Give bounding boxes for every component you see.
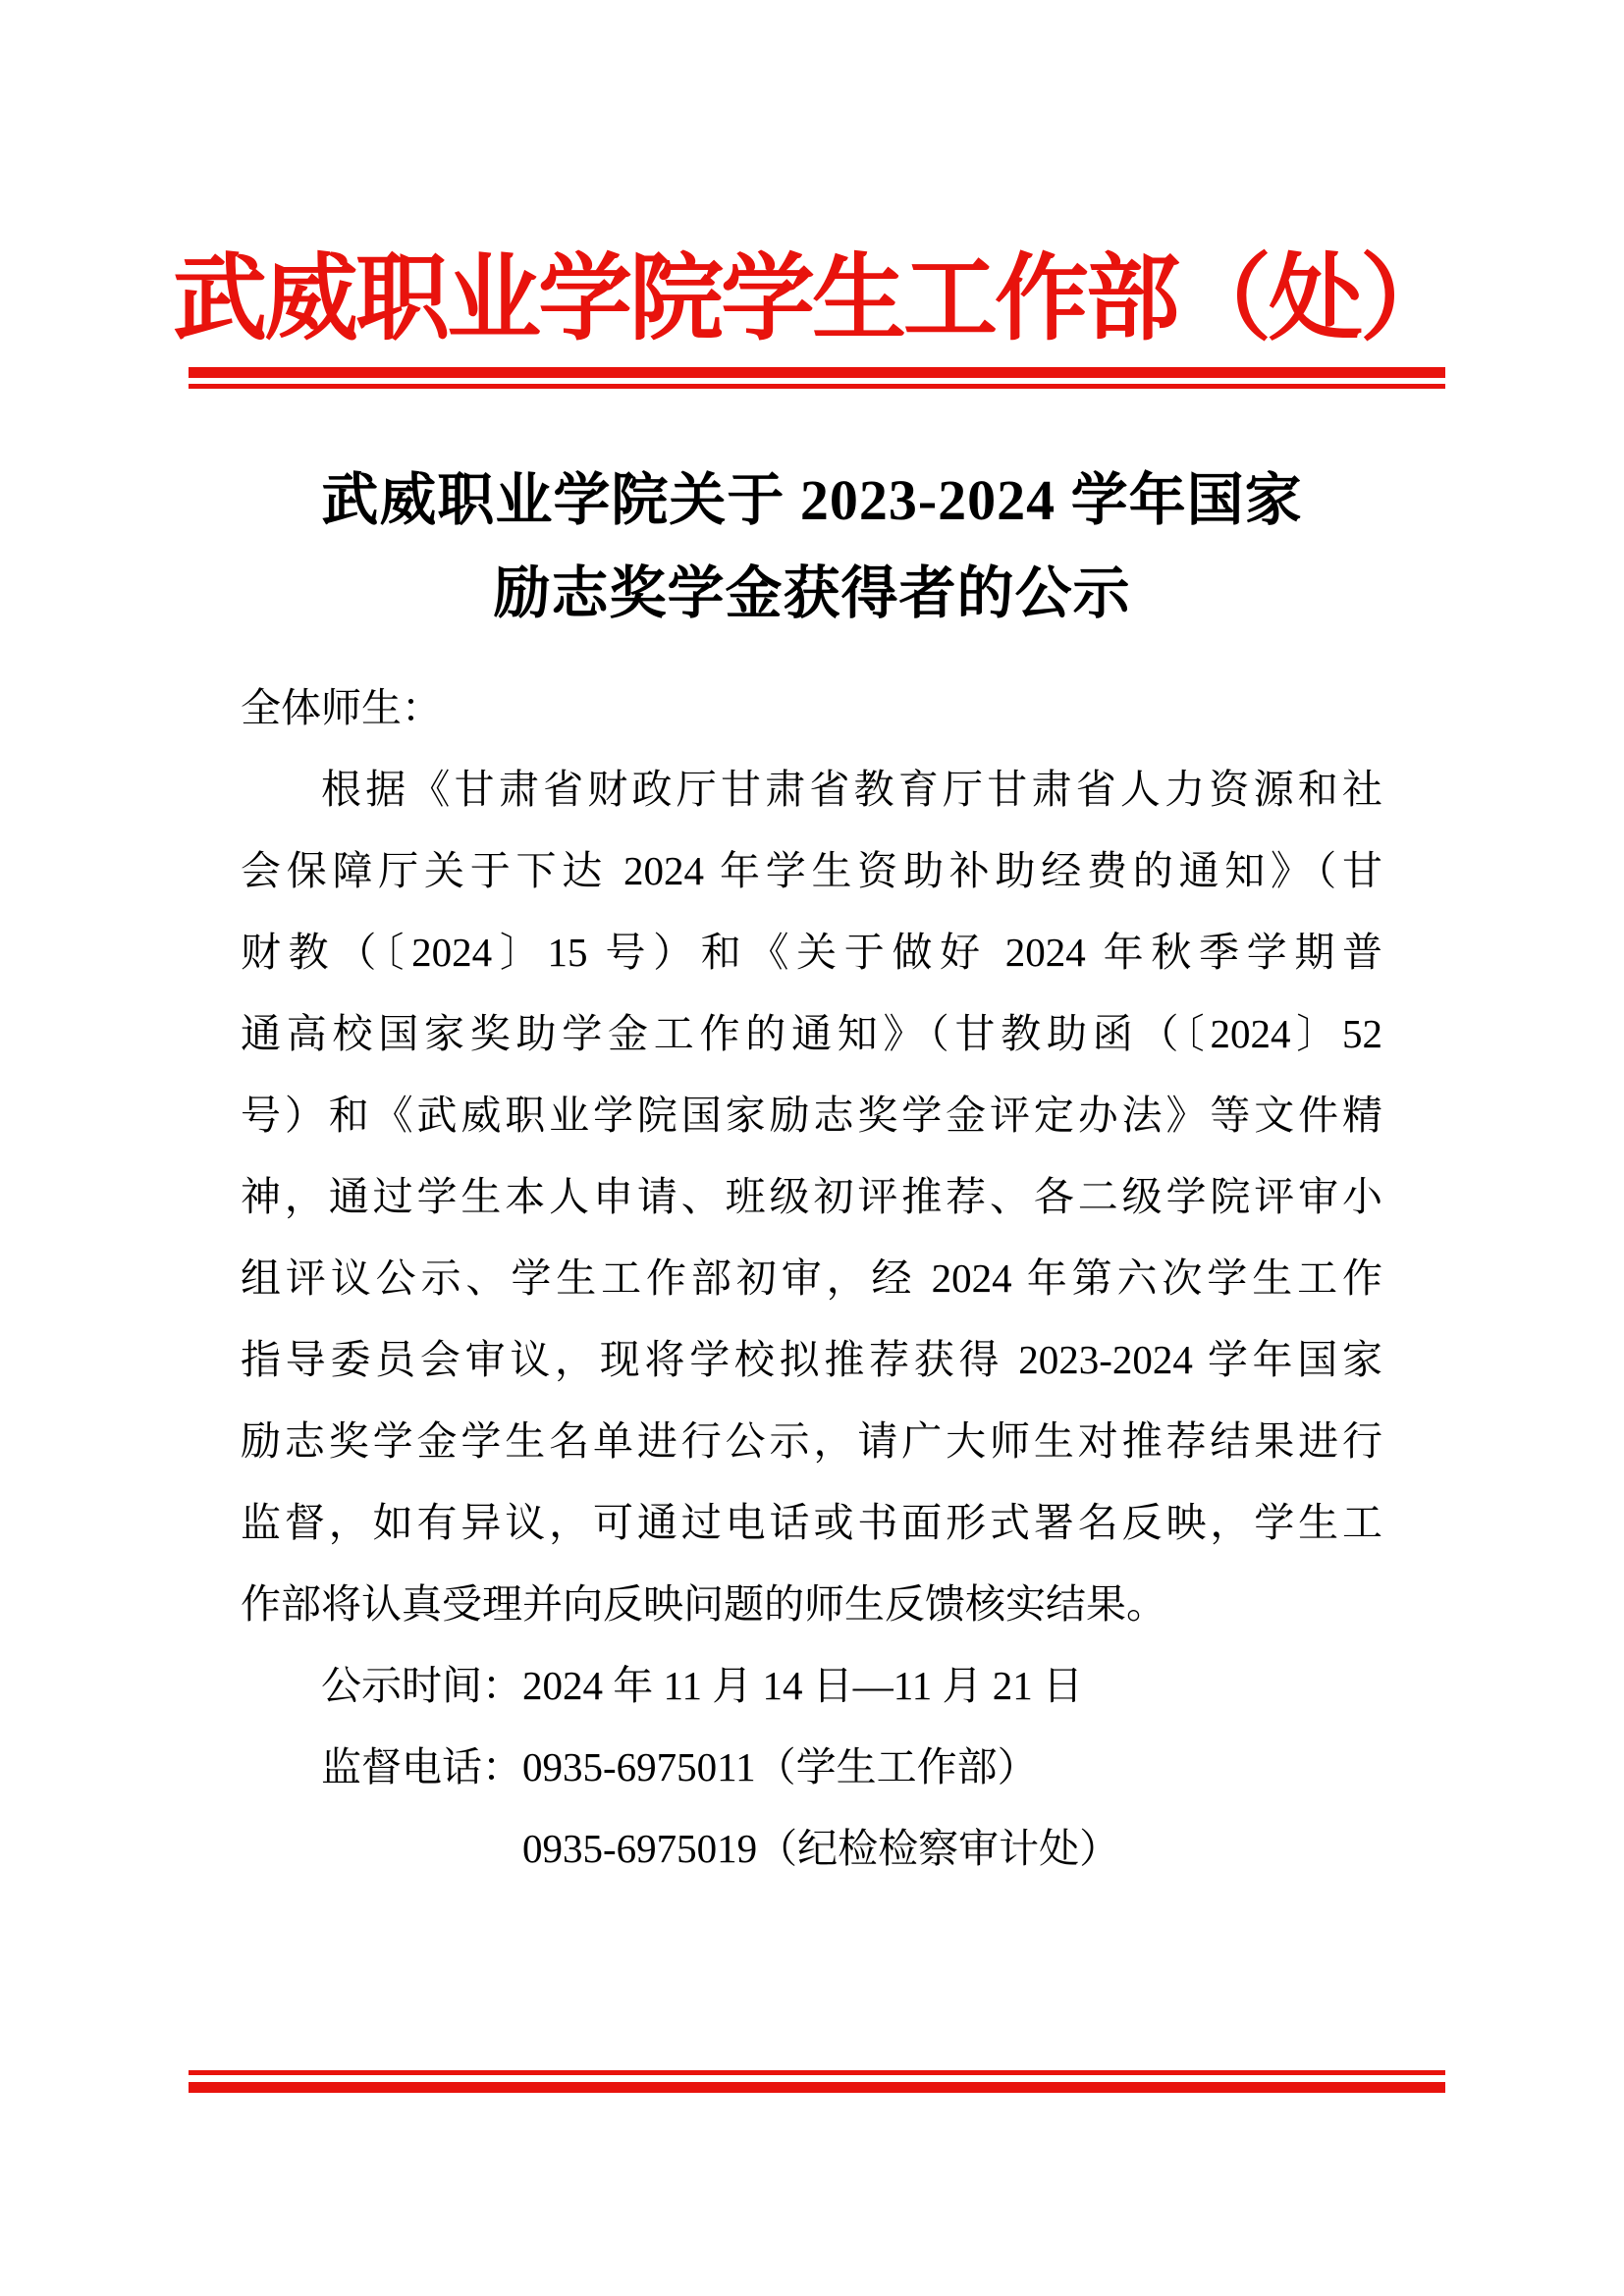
masthead-title: 武威职业学院学生工作部（处） xyxy=(173,246,1451,351)
document-title-line-1: 武威职业学院关于 2023-2024 学年国家 xyxy=(321,468,1303,532)
salutation: 全体师生： xyxy=(241,685,442,730)
supervision-phone-line-2: 0935-6975019（纪检检察审计处） xyxy=(522,1826,1120,1871)
body-line: 财教（〔2024〕15 号）和《关于做好 2024 年秋季学期普 xyxy=(241,930,1382,975)
bottom-separator-thick-line xyxy=(189,2082,1445,2093)
body-line: 组评议公示、学生工作部初审，经 2024 年第六次学生工作 xyxy=(241,1255,1382,1301)
supervision-phone-line-1: 监督电话：0935-6975011（学生工作部） xyxy=(321,1744,1038,1789)
document-title xyxy=(0,454,1624,640)
document-body xyxy=(241,667,1382,1890)
bottom-separator-thin-line xyxy=(189,2070,1445,2075)
body-line: 励志奖学金学生名单进行公示，请广大师生对推荐结果进行 xyxy=(241,1418,1382,1464)
publicity-period-line: 公示时间：2024 年 11 月 14 日—11 月 21 日 xyxy=(321,1663,1083,1708)
body-line: 神，通过学生本人申请、班级初评推荐、各二级学院评审小 xyxy=(241,1174,1382,1219)
top-separator-thin-line xyxy=(189,384,1445,389)
body-line: 指导委员会审议，现将学校拟推荐获得 2023-2024 学年国家 xyxy=(241,1337,1382,1382)
body-line: 会保障厅关于下达 2024 年学生资助补助经费的通知》（甘 xyxy=(241,848,1382,893)
body-line: 通高校国家奖助学金工作的通知》（甘教助函（〔2024〕52 xyxy=(241,1011,1382,1056)
top-separator-thick-line xyxy=(189,367,1445,378)
document-title-line-2: 励志奖学金获得者的公示 xyxy=(493,561,1131,625)
body-line: 号）和《武威职业学院国家励志奖学金评定办法》等文件精 xyxy=(241,1093,1382,1138)
body-line: 作部将认真受理并向反映问题的师生反馈核实结果。 xyxy=(241,1581,1166,1627)
body-line: 根据《甘肃省财政厅甘肃省教育厅甘肃省人力资源和社 xyxy=(321,767,1382,812)
body-line: 监督，如有异议，可通过电话或书面形式署名反映，学生工 xyxy=(241,1500,1382,1545)
